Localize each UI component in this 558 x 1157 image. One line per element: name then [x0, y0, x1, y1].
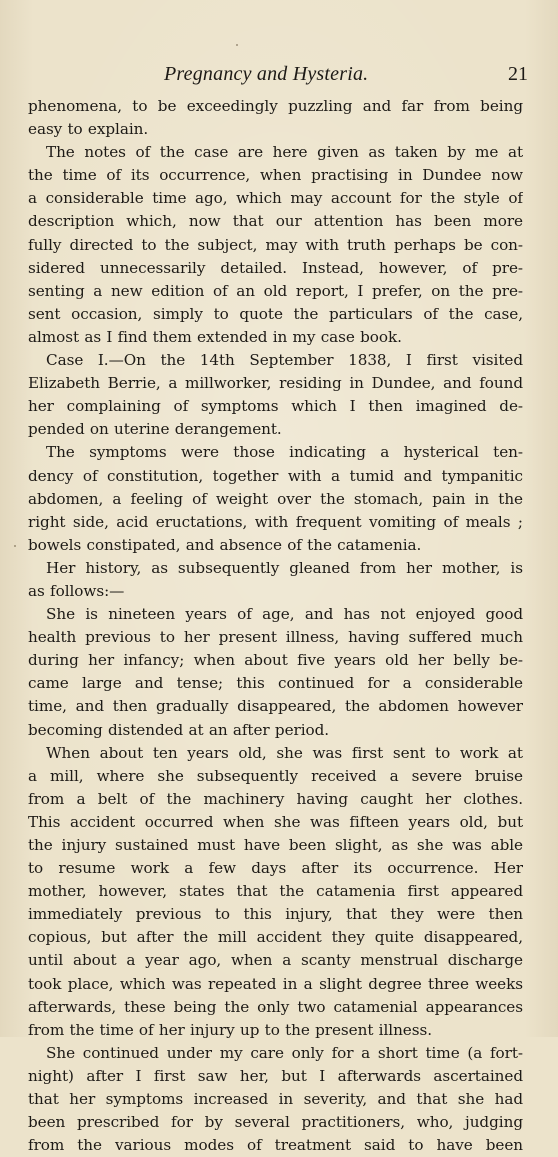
text-line: When about ten years old, she was first sent to work at [46, 743, 523, 762]
text-line: night) after I first saw her, but I afterwards ascertained [28, 1066, 523, 1085]
text-line: copious, but after the mill accident they quite disappeared, [28, 928, 523, 947]
text-line: health previous to her present illness, having suffered much [28, 628, 523, 647]
text-line: description which, now that our attention has been more [28, 212, 523, 231]
text-line: almost as I find them extended in my case book. [28, 327, 402, 346]
text-line: her complaining of symptoms which I then imagined de- [28, 397, 523, 416]
text-line: Case I.—On the 14th September 1838, I first visited [46, 351, 523, 370]
text-line: a mill, where she subsequently received a severe bruise [28, 766, 523, 785]
text-line: sidered unnecessarily detailed. Instead, however, of pre- [28, 258, 523, 277]
text-line: mother, however, states that the catamenia first appeared [28, 882, 523, 901]
text-line: sent occasion, simply to quote the particulars of the case, [28, 304, 523, 323]
text-line: pended on uterine derangement. [28, 420, 282, 439]
paper-speck [262, 1008, 264, 1010]
paper-speck [236, 44, 238, 46]
paper-speck [14, 545, 16, 547]
text-line: bowels constipated, and absence of the catamenia. [28, 535, 422, 554]
text-line: immediately previous to this injury, that they were then [28, 905, 523, 924]
text-line: during her infancy; when about five years old her belly be- [28, 651, 523, 670]
page-number: 21 [508, 63, 528, 85]
text-line: She continued under my care only for a short time (a fort- [46, 1043, 523, 1062]
text-line: a considerable time ago, which may account for the style of [28, 189, 523, 208]
text-line: fully directed to the subject, may with truth perhaps be con- [28, 235, 523, 254]
text-line: Elizabeth Berrie, a millworker, residing in Dundee, and found [28, 374, 523, 393]
text-line: easy to explain. [28, 120, 149, 139]
text-line: as follows:— [28, 581, 125, 600]
text-line: This accident occurred when she was fifteen years old, but [28, 812, 523, 831]
text-line: becoming distended at an after period. [28, 720, 330, 739]
text-line: came large and tense; this continued for a considerable [28, 674, 523, 693]
text-line: until about a year ago, when a scanty menstrual discharge [28, 951, 523, 970]
text-line: to resume work a few days after its occurrence. Her [28, 859, 523, 878]
text-line: that her symptoms increased in severity, and that she had [28, 1090, 523, 1109]
text-line: took place, which was repeated in a slight degree three weeks [28, 974, 523, 993]
text-line: The symptoms were those indicating a hysterical ten- [46, 443, 523, 462]
page-header [52, 63, 528, 93]
text-line: time, and then gradually disappeared, the abdomen however [28, 697, 523, 716]
text-line: the injury sustained must have been slight, as she was able [28, 836, 523, 854]
text-line: afterwards, these being the only two catamenial appearances [28, 997, 523, 1016]
running-title: Pregnancy and Hysteria. [164, 63, 369, 85]
text-line: phenomena, to be exceedingly puzzling and far from being [28, 97, 523, 115]
text-line: from a belt of the machinery having caught her clothes. [28, 789, 523, 808]
text-line: abdomen, a feeling of weight over the stomach, pain in the [28, 489, 523, 508]
text-line: The notes of the case are here given as taken by me at [46, 143, 523, 162]
text-line: been prescribed for by several practitioners, who, judging [28, 1113, 523, 1132]
text-line: Her history, as subsequently gleaned from her mother, is [46, 558, 523, 577]
text-line: She is nineteen years of age, and has not enjoyed good [46, 605, 523, 624]
text-line: dency of constitution, together with a tumid and tympanitic [28, 466, 523, 485]
text-line: right side, acid eructations, with frequent vomiting of meals ; [28, 512, 523, 531]
text-line: from the time of her injury up to the present illness. [28, 1020, 433, 1039]
text-line: from the various modes of treatment said to have been [28, 1136, 523, 1155]
text-line: the time of its occurrence, when practising in Dundee now [28, 166, 523, 185]
body-text [28, 95, 523, 1157]
text-line: senting a new edition of an old report, I prefer, on the pre- [28, 281, 523, 300]
